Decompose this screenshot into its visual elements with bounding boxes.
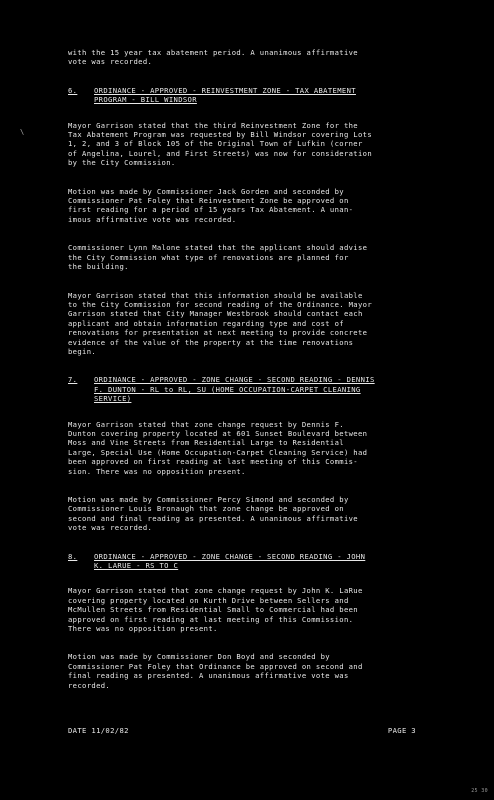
item-number: 8. xyxy=(68,551,78,561)
item-6-paragraph-1: Mayor Garrison stated that the third Reinvestment Zone for the Tax Abatement Program was requested by Bill Windsor covering Lots 1, 2, and 3 of Block 105 of the Original Town of Lufkin (corner of Angelina, Lourel, and First Streets) was now for consideration by the City Commission. xyxy=(68,120,373,168)
document-page xyxy=(68,48,436,709)
item-title: ORDINANCE - APPROVED - REINVESTMENT ZONE - TAX ABATEMENT PROGRAM - BILL WINDSOR xyxy=(94,85,356,105)
agenda-item-7-heading xyxy=(68,375,436,403)
item-title: ORDINANCE - APPROVED - ZONE CHANGE - SECOND READING - DENNIS F. DUNTON - RL to RL, SU (HOME OCCUPATION-CARPET CLEANING SERVICE) xyxy=(94,375,375,404)
corner-stamp: 25 30 xyxy=(471,787,488,794)
intro-paragraph: with the 15 year tax abatement period. A unanimous affirmative vote was recorded. xyxy=(68,48,358,67)
item-7-paragraph-2: Motion was made by Commissioner Percy Simond and seconded by Commissioner Louis Bronaugh that zone change be approved on second and final reading as presented. A unanimous affirmative vote was recorded. xyxy=(68,495,358,533)
item-7-paragraph-1: Mayor Garrison stated that zone change request by Dennis F. Dunton covering property located at 601 Sunset Boulevard between Moss and Vine Streets from Residential Large to Residential Large, Special Use (Home Occupation-Carpet Cleaning Service) had been approved on first reading at last meeting of this Commis- sion. There was no opposition present. xyxy=(68,419,368,476)
page-footer xyxy=(68,726,416,735)
agenda-item-8-heading xyxy=(68,552,436,571)
footer-date: DATE 11/02/82 xyxy=(68,726,129,735)
item-6-paragraph-3: Commissioner Lynn Malone stated that the applicant should advise the City Commission what type of renovations are planned for the building. xyxy=(68,243,368,272)
item-number: 7. xyxy=(68,375,78,385)
footer-page-number: PAGE 3 xyxy=(387,726,416,735)
agenda-item-6-heading xyxy=(68,86,436,105)
item-title: ORDINANCE - APPROVED - ZONE CHANGE - SECOND READING - JOHN K. LARUE - RS TO C xyxy=(94,551,366,571)
margin-mark: \ xyxy=(20,128,25,136)
item-8-paragraph-1: Mayor Garrison stated that zone change request by John K. LaRue covering property located on Kurth Drive between Sellers and McMullen Streets from Residential Small to Commercial had been approved on first reading at last meeting of this Commission. There was no opposition present. xyxy=(68,586,363,634)
item-8-paragraph-2: Motion was made by Commissioner Don Boyd and seconded by Commissioner Pat Foley that Ordinance be approved on second and final reading as presented. A unanimous affirmative vote was recorded. xyxy=(68,652,363,690)
item-number: 6. xyxy=(68,85,78,95)
item-6-paragraph-2: Motion was made by Commissioner Jack Gorden and seconded by Commissioner Pat Foley that Reinvestment Zone be approved on first reading for a period of 15 years Tax Abatement. A unan- imous affirmative vote was recorded. xyxy=(68,186,354,224)
item-6-paragraph-4: Mayor Garrison stated that this information should be available to the City Commission for second reading of the Ordinance. Mayor Garrison stated that City Manager Westbrook should contact each applicant and obtain information regarding type and cost of renovations for presentation at next meeting to provide concrete evidence of the value of the property at the time renovations begin. xyxy=(68,290,373,356)
